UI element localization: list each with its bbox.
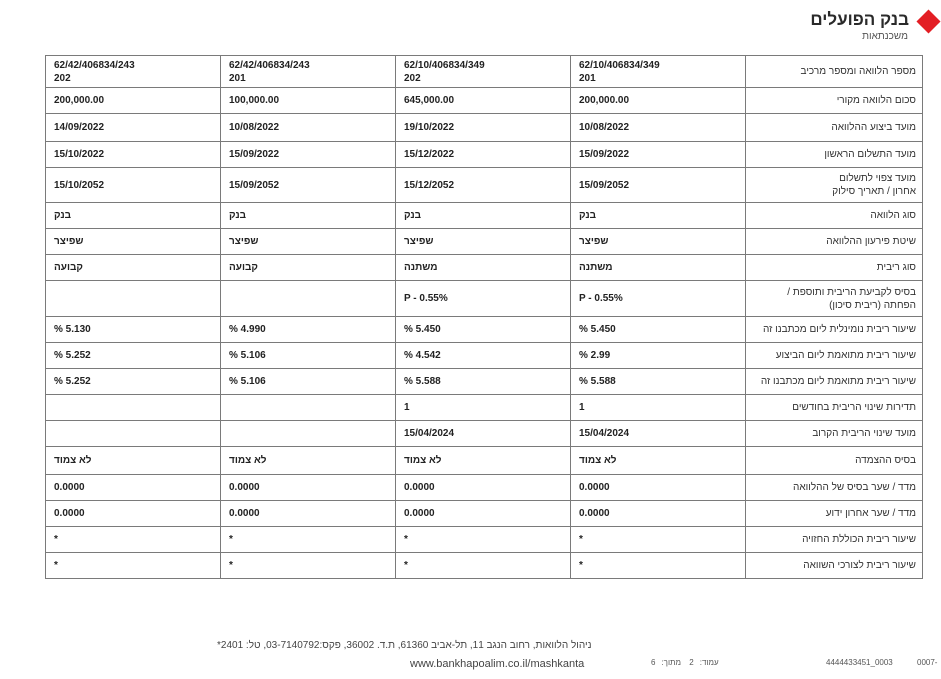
row-label: שיעור ריבית נומינלית ליום מכתבנו זה <box>746 317 923 343</box>
cell-loan-3 <box>221 421 396 447</box>
cell-loan-3: 100,000.00 <box>221 88 396 114</box>
table-row <box>46 343 923 369</box>
cell-loan-4 <box>46 421 221 447</box>
cell-loan-4: 5.130 % <box>46 317 221 343</box>
cell-loan-1: 200,000.00 <box>571 88 746 114</box>
cell-loan-1: 15/04/2024 <box>571 421 746 447</box>
cell-loan-3: 62/42/406834/243 201 <box>221 56 396 88</box>
row-label: שיעור ריבית מתואמת ליום מכתבנו זה <box>746 369 923 395</box>
document-id: 4444433451_0003 <box>826 658 893 667</box>
cell-loan-1: * <box>571 553 746 579</box>
footer-website: www.bankhapoalim.co.il/mashkanta <box>410 658 585 670</box>
cell-loan-1: P - 0.55% <box>571 281 746 317</box>
cell-loan-3: * <box>221 527 396 553</box>
cell-loan-4: קבועה <box>46 255 221 281</box>
cell-loan-3 <box>221 395 396 421</box>
page-code: 0007- <box>917 658 938 667</box>
page-footer <box>0 638 941 679</box>
total-pages: 6 <box>651 658 656 667</box>
cell-loan-3: 4.990 % <box>221 317 396 343</box>
cell-loan-2: 15/04/2024 <box>396 421 571 447</box>
row-label: שיעור ריבית מתואמת ליום הביצוע <box>746 343 923 369</box>
cell-loan-3: שפיצר <box>221 229 396 255</box>
row-label: מועד צפוי לתשלום אחרון / תאריך סילוק <box>746 168 923 203</box>
cell-loan-1: לא צמוד <box>571 447 746 475</box>
cell-loan-2: 4.542 % <box>396 343 571 369</box>
row-label: מועד התשלום הראשון <box>746 142 923 168</box>
table-row <box>46 527 923 553</box>
cell-loan-1: 0.0000 <box>571 475 746 501</box>
cell-loan-2: 645,000.00 <box>396 88 571 114</box>
table-row <box>46 168 923 203</box>
table-row <box>46 88 923 114</box>
cell-loan-1: 5.588 % <box>571 369 746 395</box>
cell-loan-4: בנק <box>46 203 221 229</box>
cell-loan-2: 1 <box>396 395 571 421</box>
table-row <box>46 447 923 475</box>
cell-loan-4: שפיצר <box>46 229 221 255</box>
cell-loan-3: 0.0000 <box>221 501 396 527</box>
row-label: סוג ריבית <box>746 255 923 281</box>
cell-loan-1: 5.450 % <box>571 317 746 343</box>
table-row <box>46 475 923 501</box>
table-row <box>46 395 923 421</box>
row-label: מספר הלוואה ומספר מרכיב <box>746 56 923 88</box>
cell-loan-4 <box>46 395 221 421</box>
cell-loan-2: בנק <box>396 203 571 229</box>
of-label: מתוך: <box>661 658 682 667</box>
cell-loan-3: בנק <box>221 203 396 229</box>
table-row <box>46 553 923 579</box>
table-row <box>46 203 923 229</box>
cell-loan-2: * <box>396 553 571 579</box>
cell-loan-2: 5.450 % <box>396 317 571 343</box>
cell-loan-1: שפיצר <box>571 229 746 255</box>
cell-loan-1: 0.0000 <box>571 501 746 527</box>
cell-loan-1: 2.99 % <box>571 343 746 369</box>
cell-loan-1: משתנה <box>571 255 746 281</box>
loan-details-table <box>45 55 923 579</box>
cell-loan-1: * <box>571 527 746 553</box>
cell-loan-4: 0.0000 <box>46 475 221 501</box>
table-row <box>46 56 923 88</box>
cell-loan-2: P - 0.55% <box>396 281 571 317</box>
logo-diamond-icon <box>916 9 940 33</box>
table-row <box>46 501 923 527</box>
cell-loan-2: משתנה <box>396 255 571 281</box>
cell-loan-4: לא צמוד <box>46 447 221 475</box>
bank-logo <box>761 10 941 46</box>
cell-loan-1: בנק <box>571 203 746 229</box>
row-label: מדד / שער אחרון ידוע <box>746 501 923 527</box>
table-row <box>46 421 923 447</box>
cell-loan-1: 1 <box>571 395 746 421</box>
cell-loan-1: 10/08/2022 <box>571 114 746 142</box>
cell-loan-4: 5.252 % <box>46 369 221 395</box>
cell-loan-4: 5.252 % <box>46 343 221 369</box>
row-label: שיעור ריבית הכוללת החזויה <box>746 527 923 553</box>
cell-loan-2: שפיצר <box>396 229 571 255</box>
row-label: שיטת פירעון ההלוואה <box>746 229 923 255</box>
table-row <box>46 317 923 343</box>
cell-loan-3: 5.106 % <box>221 343 396 369</box>
cell-loan-1: 15/09/2052 <box>571 168 746 203</box>
cell-loan-3: לא צמוד <box>221 447 396 475</box>
cell-loan-2: לא צמוד <box>396 447 571 475</box>
cell-loan-3: 15/09/2022 <box>221 142 396 168</box>
cell-loan-2: 15/12/2052 <box>396 168 571 203</box>
row-label: שיעור ריבית לצורכי השוואה <box>746 553 923 579</box>
page-indicator <box>648 658 756 667</box>
table-row <box>46 255 923 281</box>
row-label: סוג הלוואה <box>746 203 923 229</box>
page-number: 2 <box>689 658 694 667</box>
cell-loan-2: 19/10/2022 <box>396 114 571 142</box>
table-row <box>46 142 923 168</box>
row-label: מדד / שער בסיס של ההלוואה <box>746 475 923 501</box>
cell-loan-1: 62/10/406834/349 201 <box>571 56 746 88</box>
cell-loan-4: * <box>46 527 221 553</box>
row-label: מועד ביצוע ההלוואה <box>746 114 923 142</box>
bank-subtitle: משכנתאות <box>862 31 908 42</box>
cell-loan-1: 15/09/2022 <box>571 142 746 168</box>
table-row <box>46 114 923 142</box>
cell-loan-2: 15/12/2022 <box>396 142 571 168</box>
cell-loan-2: 62/10/406834/349 202 <box>396 56 571 88</box>
cell-loan-3: 5.106 % <box>221 369 396 395</box>
footer-address: ניהול הלוואות, רחוב הנגב 11, תל-אביב 61360, ת.ד. 36002, פקס:03-7140792, טל: 2401* <box>217 640 592 651</box>
cell-loan-3 <box>221 281 396 317</box>
cell-loan-4: 0.0000 <box>46 501 221 527</box>
cell-loan-4: 15/10/2052 <box>46 168 221 203</box>
row-label: בסיס ההצמדה <box>746 447 923 475</box>
cell-loan-4: 200,000.00 <box>46 88 221 114</box>
cell-loan-3: 10/08/2022 <box>221 114 396 142</box>
page-label: עמוד: <box>699 658 719 667</box>
row-label: בסיס לקביעת הריבית ותוספת / הפחתה (ריבית סיכון) <box>746 281 923 317</box>
cell-loan-2: * <box>396 527 571 553</box>
table-row <box>46 369 923 395</box>
row-label: מועד שינוי הריבית הקרוב <box>746 421 923 447</box>
cell-loan-3: קבועה <box>221 255 396 281</box>
cell-loan-2: 0.0000 <box>396 501 571 527</box>
cell-loan-4: * <box>46 553 221 579</box>
cell-loan-3: * <box>221 553 396 579</box>
row-label: תדירות שינוי הריבית בחודשים <box>746 395 923 421</box>
cell-loan-4: 62/42/406834/243 202 <box>46 56 221 88</box>
table-row <box>46 281 923 317</box>
cell-loan-2: 0.0000 <box>396 475 571 501</box>
cell-loan-4: 14/09/2022 <box>46 114 221 142</box>
bank-name: בנק הפועלים <box>810 10 909 29</box>
table-row <box>46 229 923 255</box>
row-label: סכום הלוואה מקורי <box>746 88 923 114</box>
cell-loan-3: 0.0000 <box>221 475 396 501</box>
cell-loan-3: 15/09/2052 <box>221 168 396 203</box>
cell-loan-4: 15/10/2022 <box>46 142 221 168</box>
cell-loan-4 <box>46 281 221 317</box>
cell-loan-2: 5.588 % <box>396 369 571 395</box>
